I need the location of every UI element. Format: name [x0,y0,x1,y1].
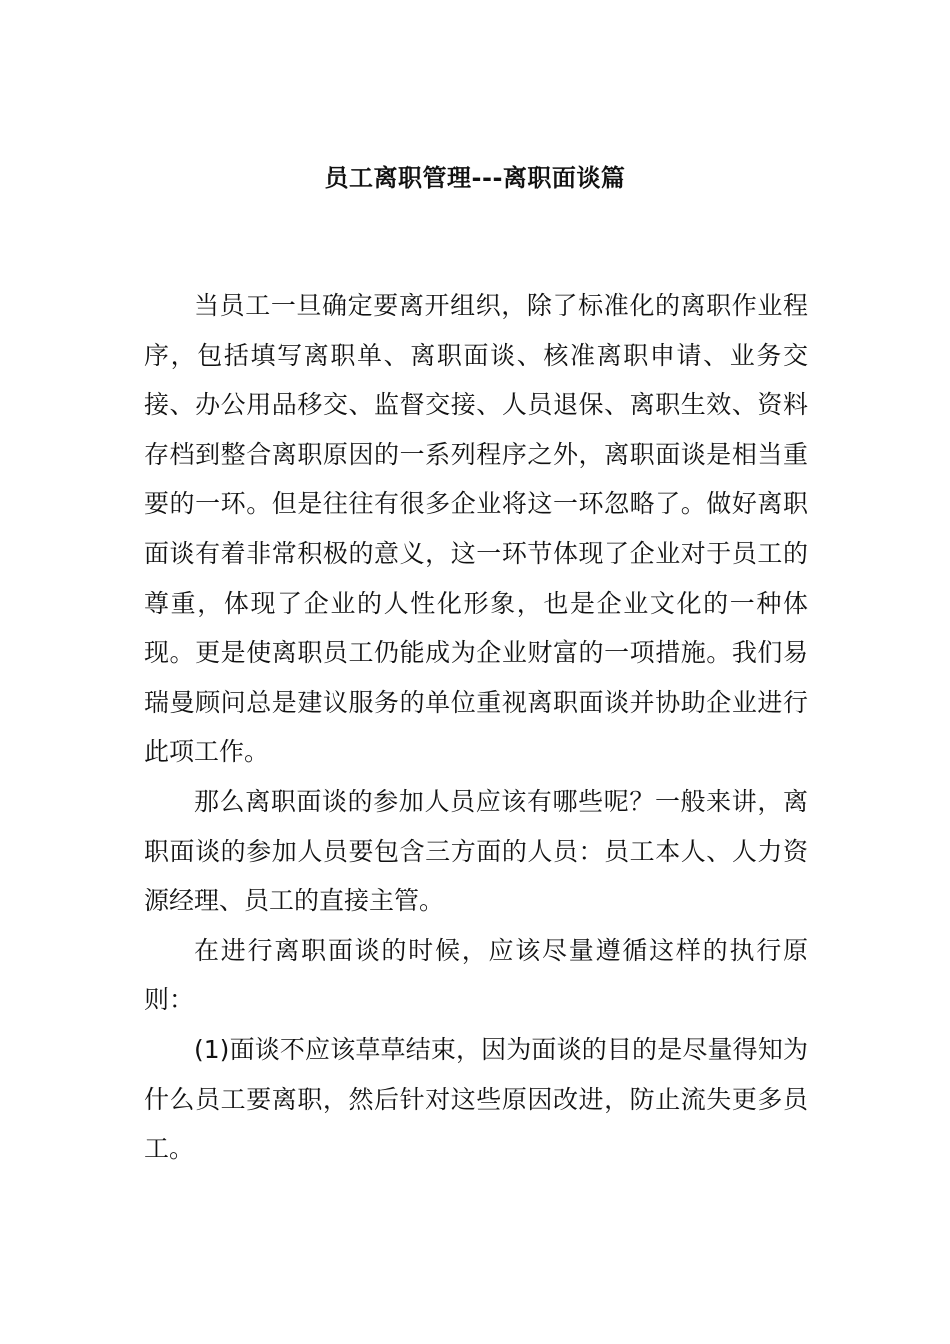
paragraph: (1)面谈不应该草草结束，因为面谈的目的是尽量得知为什么员工要离职，然后针对这些原因改进，防止流失更多员工。 [144,1034,808,1164]
paragraph: 那么离职面谈的参加人员应该有哪些呢？一般来讲，离职面谈的参加人员要包含三方面的人员：员工本人、人力资源经理、员工的直接主管。 [144,786,808,916]
paragraph: 当员工一旦确定要离开组织，除了标准化的离职作业程序，包括填写离职单、离职面谈、核准离职申请、业务交接、办公用品移交、监督交接、人员退保、离职生效、资料存档到整合离职原因的一系列程序之外，离职面谈是相当重要的一环。但是往往有很多企业将这一环忽略了。做好离职面谈有着非常积极的意义，这一环节体现了企业对于员工的尊重，体现了企业的人性化形象，也是企业文化的一种体现。更是使离职员工仍能成为企业财富的一项措施。我们易瑞曼顾问总是建议服务的单位重视离职面谈并协助企业进行此项工作。 [144,291,808,767]
document-body [144,281,808,1174]
paragraph: 在进行离职面谈的时候，应该尽量遵循这样的执行原则： [144,935,808,1015]
document-title: 员工离职管理---离职面谈篇 [324,164,626,192]
